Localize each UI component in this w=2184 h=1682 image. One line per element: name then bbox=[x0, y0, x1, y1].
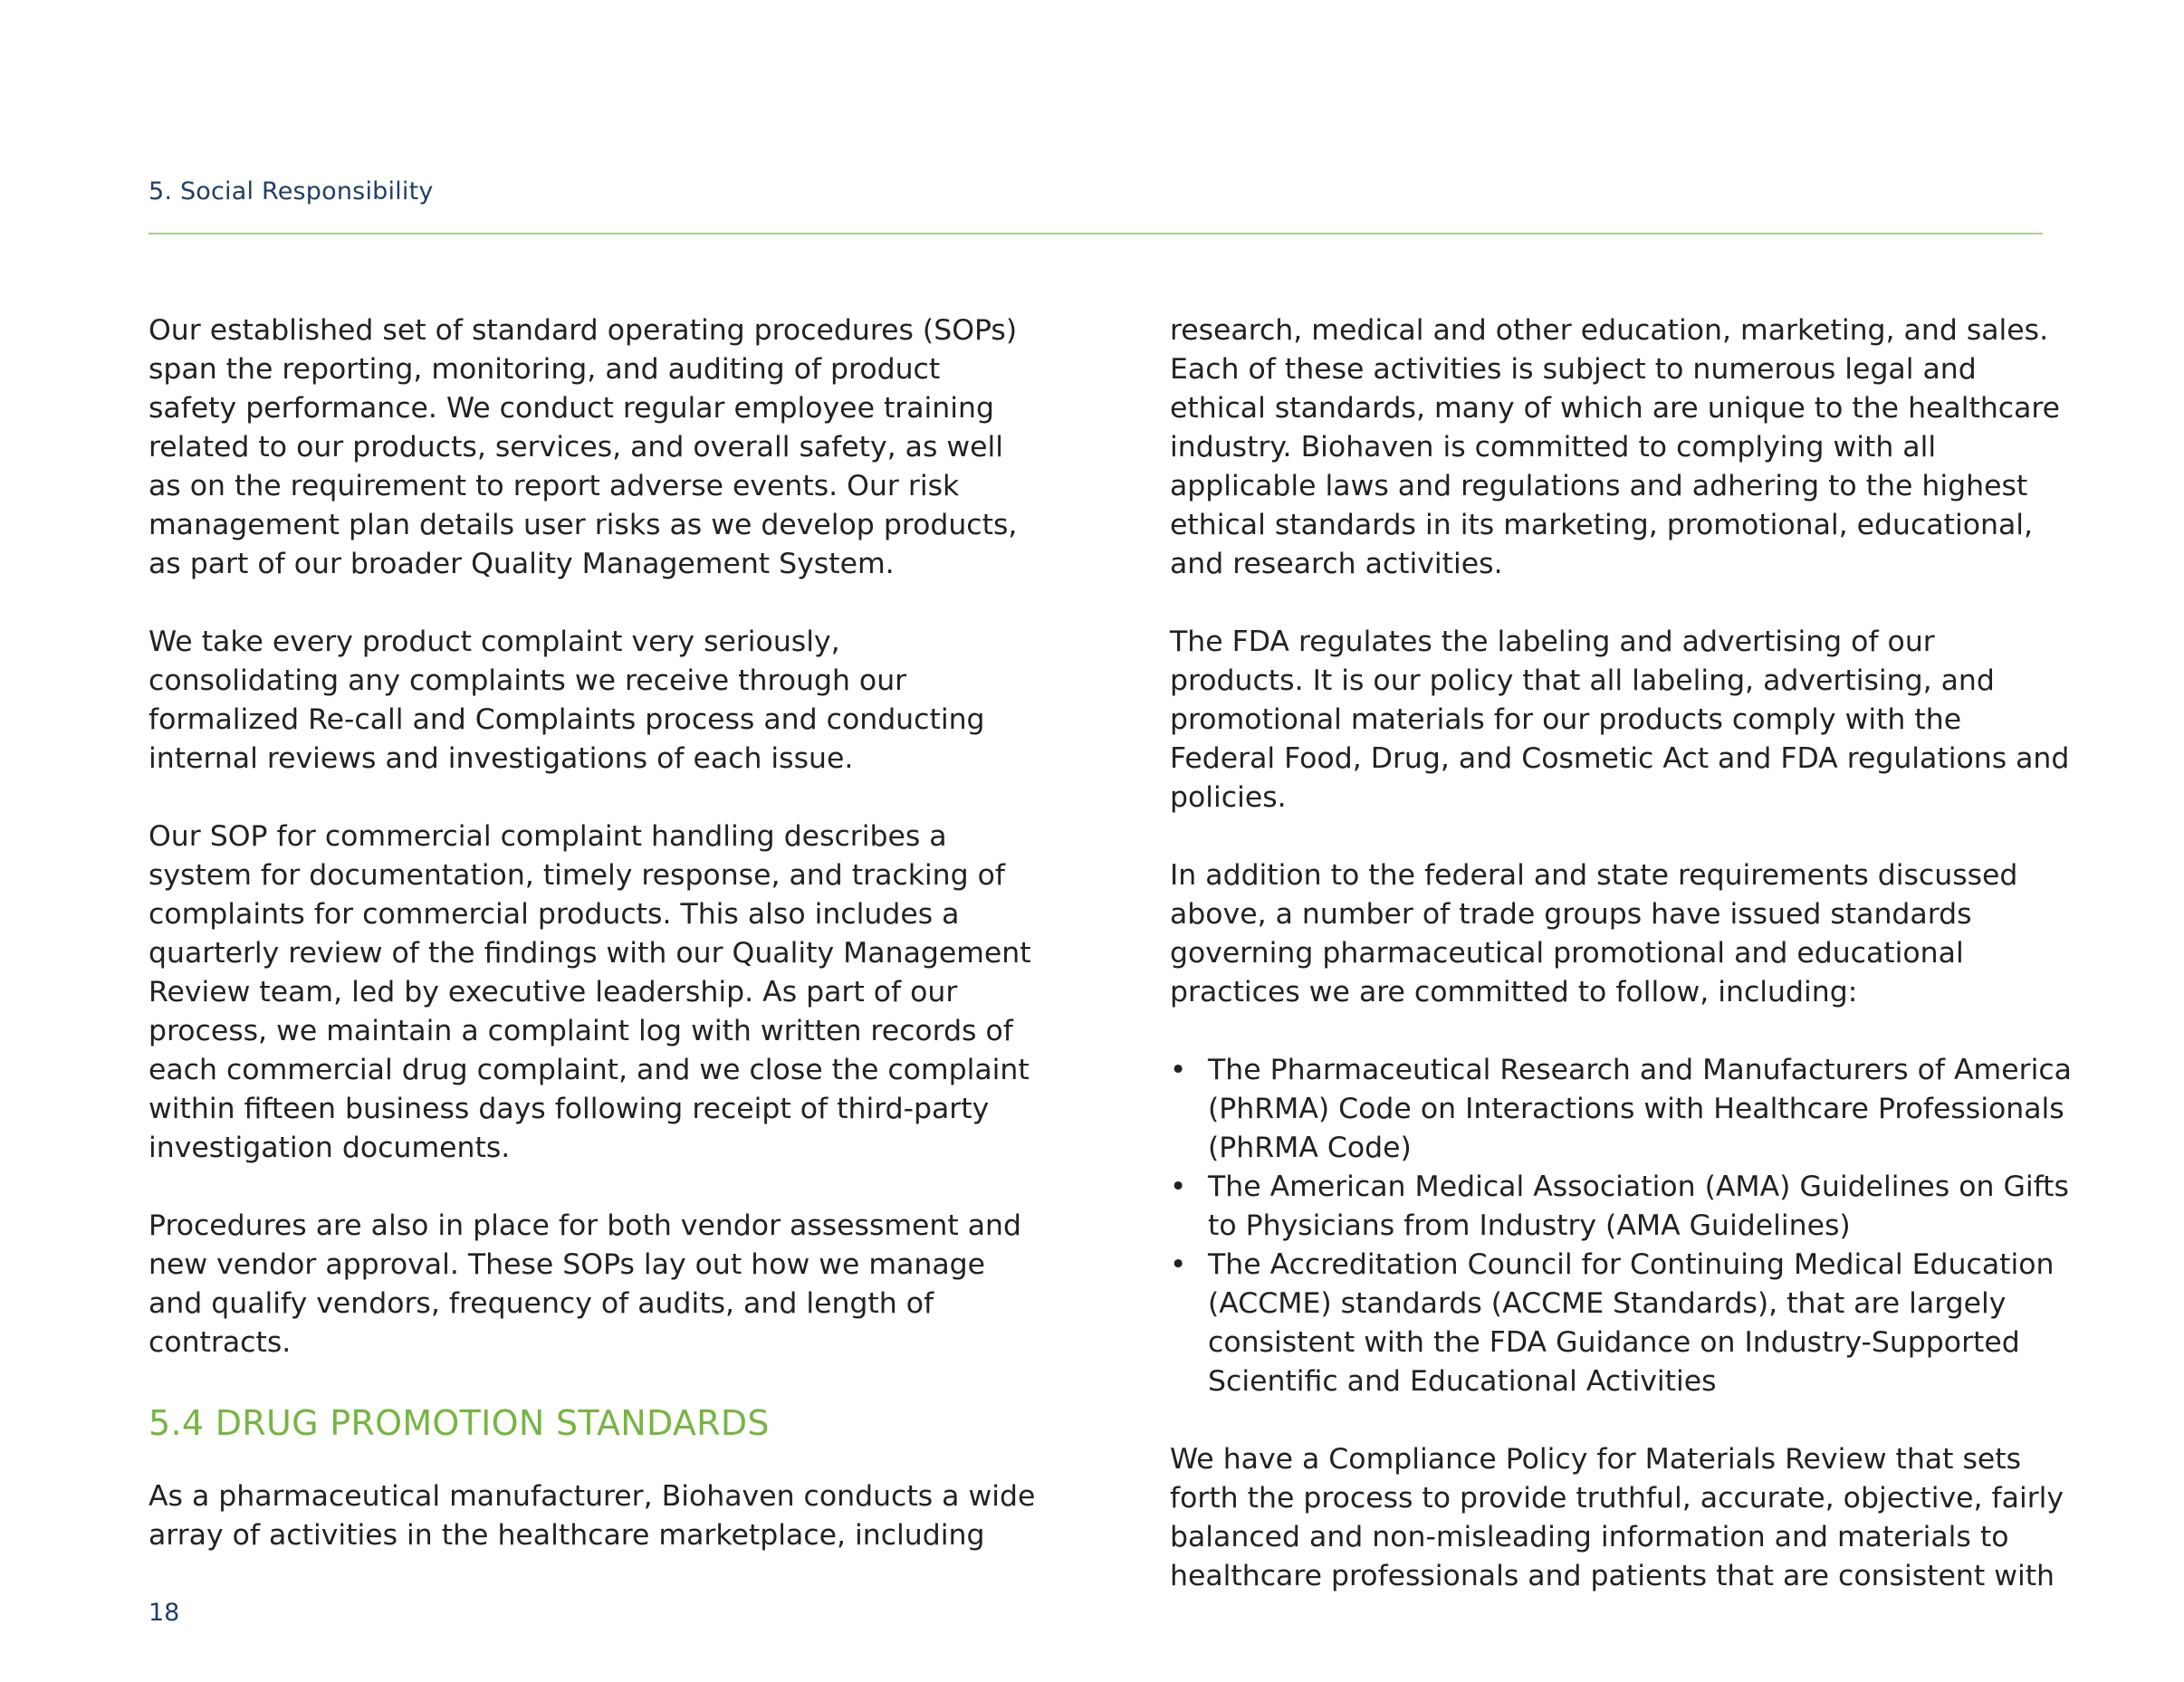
right-column bbox=[1170, 311, 2075, 1635]
list-item: • The Accreditation Council for Continuing Medical Education (ACCME) standards (ACCME Standards), that are largely consistent with the FDA Guidance on Industry-Supported Scientific and Educational Activities bbox=[1170, 1246, 2075, 1401]
running-header: 5. Social Responsibility bbox=[148, 177, 434, 205]
section-heading: 5.4 DRUG PROMOTION STANDARDS bbox=[148, 1403, 770, 1443]
paragraph-fda-labeling: The FDA regulates the labeling and advertising of our products. It is our policy that all labeling, advertising, and promotional materials for our products comply with the Federal Food, Drug, and Cosmetic Act and FDA regulations and policies. bbox=[1170, 626, 2070, 814]
page-number: 18 bbox=[148, 1599, 180, 1627]
header-divider bbox=[148, 233, 2043, 234]
paragraph-vendor-procedures: Procedures are also in place for both vendor assessment and new vendor approval. These SOPs lay out how we manage and qualify vendors, frequency of audits, and length of contracts. bbox=[148, 1209, 1022, 1359]
paragraph-trade-groups: In addition to the federal and state requirements discussed above, a number of trade groups have issued standards governing pharmaceutical promotional and educational practices we are committed to follow, including: bbox=[1170, 859, 2018, 1008]
standards-list bbox=[1170, 1051, 2075, 1401]
paragraph-commercial-complaint-handling: Our SOP for commercial complaint handling describes a system for documentation, timely response, and tracking of complaints for commercial products. This also includes a quarterly review of the findings with our Quality Management Review team, led by executive leadership. As part of our process, we maintain a complaint log with written records of each commercial drug complaint, and we close the complaint within fifteen business days following receipt of third-party investigation documents. bbox=[148, 820, 1031, 1164]
list-item: • The American Medical Association (AMA) Guidelines on Gifts to Physicians from Industry (AMA Guidelines) bbox=[1170, 1168, 2075, 1246]
list-item: • The Pharmaceutical Research and Manufacturers of America (PhRMA) Code on Interactions with Healthcare Professionals (PhRMA Code) bbox=[1170, 1051, 2075, 1168]
paragraph-section-intro: As a pharmaceutical manufacturer, Biohaven conducts a wide array of activities in the healthcare marketplace, including bbox=[148, 1480, 1036, 1552]
left-column bbox=[148, 311, 1036, 1594]
paragraph-compliance-policy: We have a Compliance Policy for Materials Review that sets forth the process to provide truthful, accurate, objective, fairly balanced and non-misleading information and materials to healthcare professionals and patients that are consistent with bbox=[1170, 1443, 2064, 1592]
paragraph-sops: Our established set of standard operating procedures (SOPs) span the reporting, monitoring, and auditing of product safety performance. We conduct regular employee training related to our products, services, and overall safety, as well as on the requirement to report adverse events. Our risk management plan details user risks as we develop products, as part of our broader Quality Management System. bbox=[148, 314, 1018, 580]
paragraph-activities: research, medical and other education, marketing, and sales. Each of these activities is subject to numerous legal and ethical standards, many of which are unique to the healthcare industry. Biohaven is committed to complying with all applicable laws and regulations and adhering to the highest ethical standards in its marketing, promotional, educational, and research activities. bbox=[1170, 314, 2061, 580]
paragraph-complaints: We take every product complaint very seriously, consolidating any complaints we receive through our formalized Re-call and Complaints process and conducting internal reviews and investigations of each issue. bbox=[148, 626, 985, 775]
